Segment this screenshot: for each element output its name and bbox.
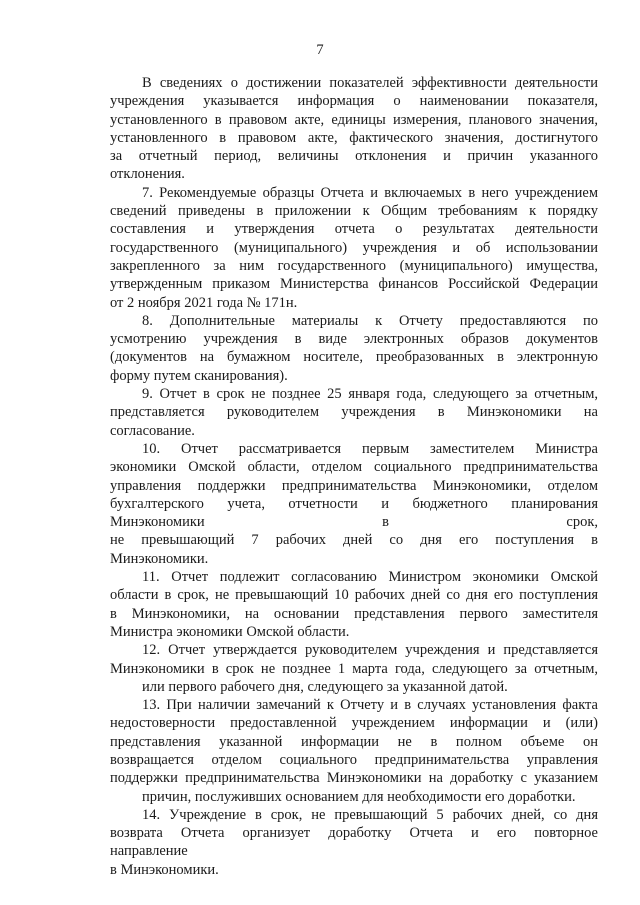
text-line: Министра экономики Омской области. — [110, 623, 350, 640]
paragraph — [110, 641, 598, 696]
text-line: 14. Учреждение в срок, не превышающий 5 рабочих дней, со дня — [142, 806, 598, 823]
text-line: 9. Отчет в срок не позднее 25 января года, следующего за отчетным, — [142, 386, 598, 403]
text-line: причин, послуживших основанием для необходимости его доработки. — [142, 788, 576, 805]
text-line: 7. Рекомендуемые образцы Отчета и включаемых в него учреждением — [142, 184, 598, 201]
text-line: недостоверности предоставленной учреждением информации и (или) — [110, 715, 598, 732]
paragraph — [110, 696, 598, 806]
text-line: поддержки предпринимательства Минэкономики на доработку с указанием — [110, 770, 598, 787]
text-line: утвержденным приказом Министерства финансов Российской Федерации — [110, 276, 598, 293]
page-number: 7 — [316, 42, 324, 58]
text-line: бухгалтерского учета, отчетности и бюджетного планирования — [110, 495, 598, 512]
text-line: не превышающий 7 рабочих дней со дня его поступления в — [110, 532, 598, 549]
text-line: составления и утверждения отчета о результатах деятельности — [110, 221, 598, 238]
paragraph — [110, 385, 598, 440]
text-line: представляется руководителем учреждения в Минэкономики на — [110, 404, 598, 421]
text-line: В сведениях о достижении показателей эффективности деятельности — [142, 75, 598, 91]
text-line: усмотрению учреждения в виде электронных образов документов — [110, 331, 598, 348]
paragraph — [110, 440, 598, 568]
text-line: (документов на бумажном носителе, преобразованных в электронную — [110, 349, 598, 366]
text-line: экономики Омской области, отделом социального предпринимательства — [110, 459, 598, 476]
text-line: или первого рабочего дня, следующего за указанной датой. — [142, 678, 508, 695]
text-line: отклонения. — [110, 166, 185, 183]
text-line: учреждения указывается информация о наименовании показателя, — [110, 93, 598, 110]
text-line: 10. Отчет рассматривается первым заместителем Министра — [142, 440, 598, 457]
text-line: Минэкономики. — [110, 550, 209, 567]
text-line: установленного в правовом акте, фактического значения, достигнутого — [110, 129, 598, 146]
text-line: представления указанной информации не в полном объеме он — [110, 733, 598, 750]
text-line: государственного (муниципального) учреждения и об использовании — [110, 239, 598, 256]
text-line: 11. Отчет подлежит согласованию Министром экономики Омской — [142, 569, 598, 586]
paragraph — [110, 568, 598, 641]
text-line: 12. Отчет утверждается руководителем учреждения и представляется — [142, 642, 598, 659]
text-line: области в срок, не превышающий 10 рабочих дней со дня его поступления — [110, 587, 598, 604]
text-line: установленного в правовом акте, единицы измерения, планового значения, — [110, 111, 598, 128]
text-line: закрепленного за ним государственного (муниципального) имущества, — [110, 257, 598, 274]
text-line: в Минэкономики. — [110, 861, 219, 878]
text-line: Минэкономики в срок, — [110, 514, 598, 531]
text-line: возврата Отчета организует доработку Отчета и его повторное — [110, 825, 598, 842]
paragraph — [110, 806, 598, 879]
text-line: направление — [110, 843, 188, 860]
text-line: управления поддержки предпринимательства Минэкономики, отделом — [110, 477, 598, 494]
paragraph — [110, 312, 598, 385]
text-line: согласование. — [110, 422, 195, 439]
text-line: в Минэкономики, на основании представления первого заместителя — [110, 605, 598, 622]
paragraph — [110, 184, 598, 312]
text-line: форму путем сканирования). — [110, 367, 288, 384]
text-line: от 2 ноября 2021 года № 171н. — [110, 294, 298, 311]
text-line: за отчетный период, величины отклонения и причин указанного — [110, 148, 598, 165]
text-line: 13. При наличии замечаний к Отчету и в случаях установления факта — [142, 697, 598, 714]
text-line: возвращается отделом социального предпринимательства управления — [110, 751, 598, 768]
text-line: Минэкономики в срок не позднее 1 марта года, следующего за отчетным, — [110, 660, 598, 677]
text-line: сведений приведены в приложении к Общим требованиям к порядку — [110, 203, 598, 220]
paragraph — [110, 74, 598, 184]
text-line: 8. Дополнительные материалы к Отчету предоставляются по — [142, 312, 598, 329]
document-body — [110, 74, 598, 879]
